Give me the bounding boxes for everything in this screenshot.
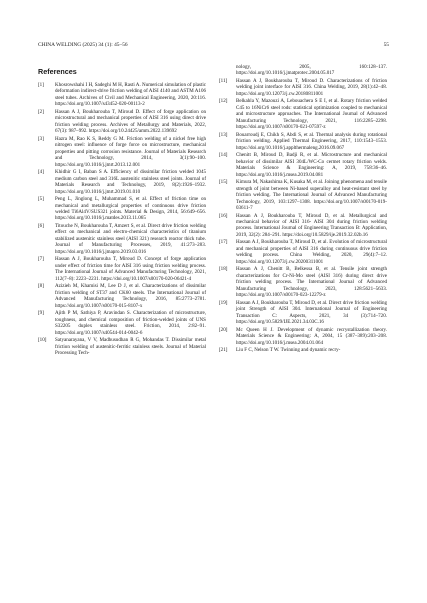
- reference-text: Liu F C, Nelson T W. Twinning and dynamic recry-: [236, 347, 341, 354]
- reference-text: Hassan A J, Boukharouba T, Miroud D, et al. Evolution of microstructural and mechanical properties of AISI 316 during continuous drive friction welding process. China Welding, 2020, 29(4):7–12. https://doi.org/10.12073/j.cw.20200311001: [236, 239, 387, 265]
- reference-list-left: [38, 82, 206, 356]
- reference-text: Hassan A J, Boukharouba T, Miroud D. Characterizations of friction welding joint interface for AISI 316. China Welding, 2019, 28(1):42–48. https://doi.org/10.12073/j.cw.20180811001: [236, 78, 387, 97]
- reference-entry: [38, 169, 206, 195]
- references-heading: References: [38, 67, 77, 76]
- reference-entry: [38, 283, 206, 309]
- reference-entry: [219, 266, 387, 298]
- reference-entry: [219, 152, 387, 178]
- reference-entry: [219, 300, 387, 326]
- reference-text: Mc Queen H J. Development of dynamic recrystallization theory. Materials Science & Engineering: A, 2004, 15 (387–389):203–208. https://doi.org/10.1016/j.msea.2004.01.064: [236, 326, 387, 346]
- reference-entry: [38, 109, 206, 135]
- reference-number: [16]: [219, 212, 228, 219]
- reference-number: [17]: [219, 239, 228, 246]
- right-column: [219, 64, 387, 355]
- reference-number: [10]: [38, 337, 47, 344]
- reference-text: nology, 2005, 160:128–137. https://doi.org/10.1016/j.jmatprotec.2004.05.017: [236, 64, 387, 77]
- reference-entry: [38, 196, 206, 222]
- reference-number: [6]: [38, 222, 44, 229]
- reference-entry: [219, 213, 387, 239]
- reference-number: [11]: [219, 78, 228, 84]
- reference-entry: [219, 78, 387, 97]
- reference-number: [19]: [219, 299, 228, 306]
- reference-entry: [38, 310, 206, 336]
- reference-text: Hassan A J, Boukharouba T, Miroud D, et al. Direct drive friction welding joint Strength of AISI 304. International Journal of Engineering Transaction C: Aspects, 2021, 34 (3):714–720. https://doi.org/10.5829/IJE.2021.34.03C.16: [236, 299, 387, 326]
- reference-text: Hazra M, Rao K S, Reddy G M. Friction welding of a nickel free high nitrogen steel: influence of forge force on microstructure, mechanical properties and pitting corrosion resistance. Journal of Materials Research and Technology, 2014, 3(1):90–100. https://doi.org/10.1016/j.jmrt.2013.12.001: [55, 135, 206, 168]
- reference-entry: [219, 239, 387, 265]
- reference-entry: [219, 179, 387, 211]
- reference-text: Hassan A J, Chenitt B, Belkessa B, et al. Tensile joint strength characterizations for Cr-Ni-Mo steel (AISI 316) during direct drive friction welding process. The International Journal of Advanced Manufacturing Technology, 2023, 128:5621–5633. https://doi.org/10.1007/s00170-023-12279-z: [236, 266, 387, 299]
- page-number: 55: [383, 42, 389, 48]
- reference-number: [3]: [38, 135, 44, 142]
- reference-number: [12]: [219, 98, 228, 105]
- reference-entry: [38, 223, 206, 255]
- reference-list-right: [219, 64, 387, 354]
- reference-entry: [38, 337, 206, 356]
- reference-text: Khidhir G I, Baban S A. Efficiency of dissimilar friction welded 1045 medium carbon steel and 316L austenitic stainless steel joints. Journal of Materials Research and Technology, 2019, 8(2):1926–1932. https://doi.org/10.1016/j.jmrt.2019.01.010: [55, 169, 206, 195]
- left-column: [38, 67, 206, 358]
- reference-text: Titouche N, Boukharouba T, Amzert S, et al. Direct drive friction welding effect on mechanical and electro-chemical characteristics of titanium stabilized austenitic stainless steel (AISI 321) research reactor thick tube. Journal of Manufacturing Processes, 2019, 41:273–283. https://doi.org/10.1016/j.jmapro.2019.03.016: [55, 222, 206, 255]
- reference-number: [9]: [38, 310, 44, 317]
- reference-entry: [38, 256, 206, 282]
- reference-text: Khosrowshahi I H, Sadeghi M H, Rasti A. Numerical simulation of plastic deformation indirect-drive friction welding of AISI 4140 and ASTM A106 steel tubes. Archives of Civil and Mechanical Engineering, 2020, 20:116. https://doi.org/10.1007/s43452-020-00113-2: [55, 82, 206, 108]
- reference-number: [21]: [219, 347, 228, 354]
- reference-text: Hassan A J, Boukharouba T, Miroud D. Effect of forge application on microstructural and mechanical properties of AISI 316 using direct drive friction welding process. Archives of Metallurgy and Materials, 2022, 67(3): 987–992. https://doi.org/10.24425/amm.2022.139692: [55, 108, 206, 135]
- reference-text: Chenitt B, Miroud D, Badji R, et al. Microstructure and mechanical behavior of dissimilar AISI 304L/WC-Co cermet rotary friction welds. Materials Science & Engineering: A, 2019, 758:36–46. https://doi.org/10.1016/j.msea.2019.04.081: [236, 152, 387, 178]
- reference-number: [2]: [38, 108, 44, 115]
- reference-text: Hassan A J, Boukharouba T, Miroud D, et al. Metallurgical and mechanical behavior of AISI 316- AISI 304 during friction welding process. International Journal of Engineering Transaction B: Application, 2019, 32(2): 284–291. https://doi.org/10.5829/ije.2019.32.02b.16: [236, 212, 387, 238]
- reference-text: Hassan A J, Boukharouba T, Miroud D. Concept of forge application under effect of friction time for AISI 316 using friction welding process. The International Journal of Advanced Manufacturing Technology, 2021, 112(7–8): 2223–2231. https://doi.org/10.1007/s00170-020-06421-4: [55, 256, 206, 282]
- reference-text: Satyanarayana, V V, Madhusudhan R G, Mohandas T. Dissimilar metal friction welding of austenitic-ferritic stainless steels. Journal of Material Processing Tech-: [55, 337, 206, 356]
- reference-number: [14]: [219, 152, 228, 159]
- reference-entry: [219, 132, 387, 151]
- reference-text: Belkahla Y, Mazouzi A, Lebouachera S E I, et al. Rotary friction welded C45 to 16NiCr6 steel rods: statistical optimization coupled to mechanical and microstructure approaches. The International Journal of Advanced Manufacturing Technology, 2021, 116:2285–2298. https://doi.org/10.1007/s00170-021-07597-z: [236, 98, 387, 131]
- reference-number: [15]: [219, 179, 228, 186]
- reference-number: [5]: [38, 196, 44, 203]
- reference-text: Ajith P M, Sathiya P, Aravindan S. Characterization of microstructure, toughness, and chemical composition of friction-welded joints of UNS S32205 duplex stainless steel. Friction, 2014, 2:82–91. https://doi.org/10.1007/s40544-014-0042-6: [55, 310, 206, 336]
- reference-text: Bouarroudj E, Chikh S, Abdi S, et al. Thermal analysis during rotational friction welding. Applied Thermal Engineering, 2017, 110:1543–1553. https://doi.org/10.1016/j.applthermaleng.2016.09.067: [236, 131, 387, 151]
- reference-number: [20]: [219, 326, 228, 333]
- reference-entry: [38, 136, 206, 168]
- reference-entry: [219, 98, 387, 130]
- reference-text: Azizieh M, Khamisi M, Lee D J, et al. Characterizations of dissimilar friction welding of ST37 and CK60 steels. The International Journal of Advanced Manufacturing Technology, 2016, 85:2773–2781. https://doi.org/10.1007/s00170-015-8107-x: [55, 283, 206, 309]
- reference-number: [8]: [38, 283, 44, 290]
- reference-number: [13]: [219, 131, 228, 138]
- reference-text: Kimura M, Nakashima K, Kusaka M, et al. Joining phenomena and tensile strength of joint between Ni-based superalloy and heat-resistant steel by friction welding. The International Journal of Advanced Manufacturing Technology, 2019, 103:1297–1308. https://doi.org/10.1007/s00170-019-03611-7: [236, 179, 387, 211]
- reference-entry: [219, 347, 387, 353]
- reference-entry: [38, 82, 206, 108]
- reference-number: [4]: [38, 169, 44, 176]
- reference-text: Peng L, Jinglong L, Muhammad S, et al. Effect of friction time on mechanical and metallurgical properties of continuous drive friction welded Ti6Al4V/SUS321 joints. Material & Design, 2014, 56:649–656. https://doi.org/10.1016/j.matdes.2013.11.065: [55, 196, 206, 222]
- reference-entry: [219, 327, 387, 346]
- reference-number: [1]: [38, 82, 44, 88]
- reference-number: [7]: [38, 256, 44, 263]
- reference-continuation: [219, 64, 387, 77]
- reference-number: [18]: [219, 266, 228, 273]
- journal-citation: CHINA WELDING (2025) 34 (1): 45–56: [38, 42, 128, 48]
